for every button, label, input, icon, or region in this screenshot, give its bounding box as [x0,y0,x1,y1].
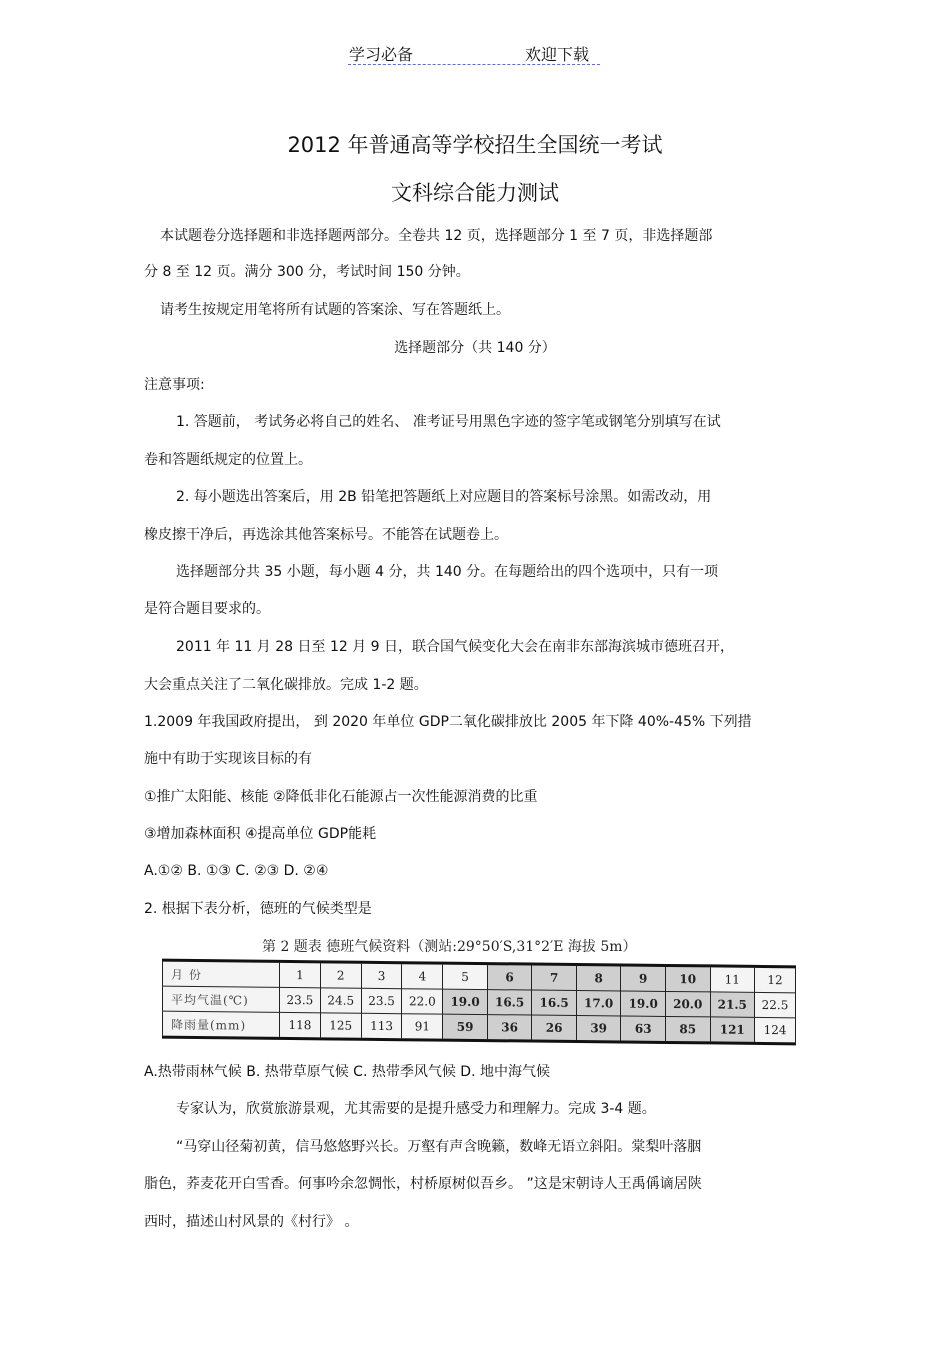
month-cell: 7 [532,964,577,990]
month-cell: 12 [755,966,796,992]
rain-cell: 124 [755,1017,796,1043]
exam-subtitle: 文科综合能力测试 [391,181,559,205]
temp-cell: 22.5 [755,992,796,1017]
note-3-line-1: 选择题部分共 35 小题，每小题 4 分，共 140 分。在每题给出的四个选项中，只有一项 [176,564,719,580]
rain-cell: 85 [665,1016,710,1042]
rain-cell: 39 [576,1016,621,1042]
temp-cell: 17.0 [576,991,621,1016]
row-label-temperature: 平均气温(℃) [163,986,280,1012]
intro-line-1: 本试题卷分选择题和非选择题两部分。全卷共 12 页，选择题部分 1 至 7 页，非选择题部 [160,228,713,244]
temp-cell: 21.5 [710,992,755,1017]
month-cell: 4 [402,963,443,989]
notes-heading: 注意事项: [144,377,205,393]
rain-cell: 26 [532,1015,577,1041]
row-label-rainfall: 降雨量(mm) [163,1011,280,1038]
rain-cell: 113 [361,1013,402,1039]
month-cell: 9 [621,965,666,991]
passage-1-line-1: 2011 年 11 月 28 日至 12 月 9 日，联合国气候变化大会在南非东部海滨城市德班召开， [176,639,735,655]
question-1-options-1: ①推广太阳能、核能 ②降低非化石能源占一次性能源消费的比重 [144,789,538,805]
temp-cell: 19.0 [621,991,666,1016]
passage-2-line-1: 专家认为，欣赏旅游景观，尤其需要的是提升感受力和理解力。完成 3-4 题。 [176,1101,656,1117]
note-2-line-2: 橡皮擦干净后，再选涂其他答案标号。不能答在试题卷上。 [144,527,508,543]
note-2-line-1: 2. 每小题选出答案后，用 2B 铅笔把答题纸上对应题目的答案标号涂黑。如需改动，用 [176,489,712,505]
header-right-text: 欢迎下载 [525,45,590,64]
temp-cell: 23.5 [280,987,321,1012]
section-title: 选择题部分（共 140 分） [394,340,556,356]
month-cell: 6 [487,964,532,990]
passage-2-line-2: “马穿山径菊初黄，信马悠悠野兴长。万壑有声含晚籁，数峰无语立斜阳。棠梨叶落胭 [176,1139,702,1155]
month-cell: 1 [280,961,321,987]
note-3-line-2: 是符合题目要求的。 [144,601,270,617]
passage-1-line-2: 大会重点关注了二氧化碳排放。完成 1-2 题。 [144,677,428,693]
intro-line-3: 请考生按规定用笔将所有试题的答案涂、写在答题纸上。 [160,302,510,318]
rain-cell: 36 [487,1015,532,1041]
month-cell: 5 [443,963,488,989]
question-1-stem-1: 1.2009 年我国政府提出， 到 2020 年单位 GDP二氧化碳排放比 2005 年下降 40%-45% 下列措 [144,714,752,730]
header-divider [348,64,600,65]
rain-cell: 59 [443,1014,488,1040]
question-2-answers: A.热带雨林气候 B. 热带草原气候 C. 热带季风气候 D. 地中海气候 [144,1064,550,1080]
month-cell: 2 [320,962,361,988]
row-label-month: 月 份 [163,960,280,987]
question-1-options-2: ③增加森林面积 ④提高单位 GDP能耗 [144,826,377,842]
month-cell: 11 [710,966,755,992]
temp-cell: 19.0 [443,989,488,1014]
rain-cell: 121 [710,1017,755,1043]
climate-table-caption: 第 2 题表 德班气候资料（测站:29°50′S,31°2′E 海拔 5m） [262,939,637,955]
rain-cell: 125 [320,1013,361,1039]
temp-cell: 24.5 [320,988,361,1013]
question-2-stem: 2. 根据下表分析，德班的气候类型是 [144,901,372,917]
temp-cell: 16.5 [487,990,532,1015]
passage-2-line-3: 脂色，荞麦花开白雪香。何事吟余忽惆怅，村桥原树似吾乡。 ”这是宋朝诗人王禹偁谪居陕 [144,1176,702,1192]
note-1-line-1: 1. 答题前， 考试务必将自己的姓名、 准考证号用黑色字迹的签字笔或钢笔分别填写在试 [176,414,721,430]
table-row-rainfall [163,1011,796,1044]
rain-cell: 118 [280,1012,321,1038]
exam-title: 2012 年普通高等学校招生全国统一考试 [287,133,663,157]
passage-2-line-4: 西时，描述山村风景的《村行》 。 [144,1214,359,1230]
month-cell: 10 [665,965,710,991]
month-cell: 8 [576,965,621,991]
temp-cell: 20.0 [665,991,710,1016]
temp-cell: 16.5 [532,990,577,1015]
header-left-text: 学习必备 [349,45,414,64]
month-cell: 3 [361,962,402,988]
rain-cell: 63 [621,1016,666,1042]
rain-cell: 91 [402,1014,443,1040]
question-1-stem-2: 施中有助于实现该目标的有 [144,751,312,767]
note-1-line-2: 卷和答题纸规定的位置上。 [144,452,312,468]
question-1-answers: A.①② B. ①③ C. ②③ D. ②④ [144,863,329,879]
temp-cell: 22.0 [402,989,443,1014]
temp-cell: 23.5 [361,988,402,1013]
intro-line-2: 分 8 至 12 页。满分 300 分，考试时间 150 分钟。 [144,264,470,280]
climate-table [162,959,796,1046]
